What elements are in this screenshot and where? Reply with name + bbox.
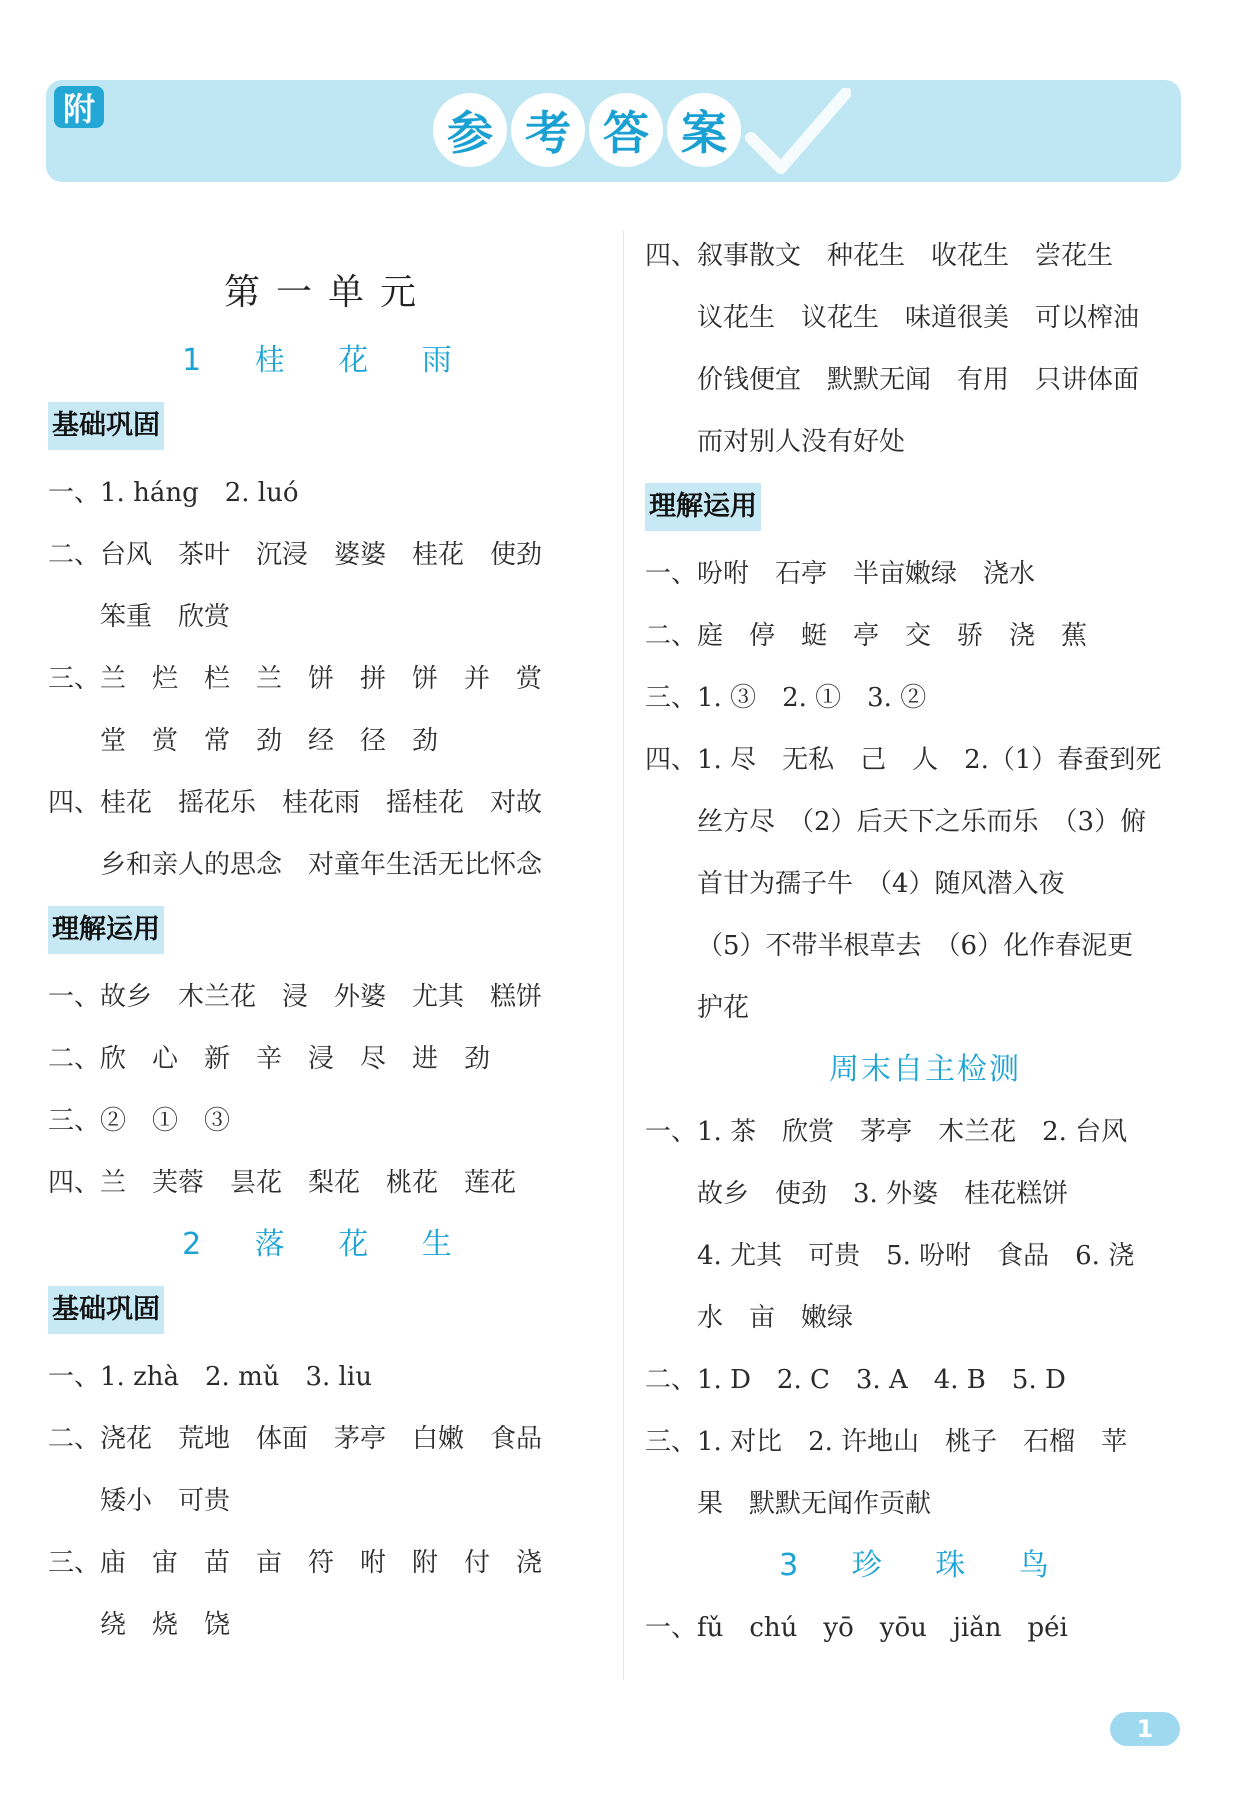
answer-line: 三、兰 烂 栏 兰 饼 拼 饼 并 赏 <box>48 664 543 694</box>
answer-line: 护花 <box>697 993 750 1023</box>
answer-line: 堂 赏 常 劲 经 径 劲 <box>100 726 439 756</box>
checkmark-icon <box>741 88 851 178</box>
unit-title: 第一单元 <box>223 272 432 313</box>
title-char-2: 考 <box>514 96 582 164</box>
answer-line: 价钱便宜 默默无闻 有用 只讲体面 <box>697 365 1140 395</box>
left-column <box>48 255 608 1656</box>
answer-line: 四、叙事散文 种花生 收花生 尝花生 <box>645 241 1114 271</box>
column-divider <box>623 230 624 1680</box>
answer-line: 一、吩咐 石亭 半亩嫩绿 浇水 <box>645 559 1036 589</box>
answer-line: 四、兰 芙蓉 昙花 梨花 桃花 莲花 <box>48 1168 517 1198</box>
answer-line: 一、1. 茶 欣赏 茅亭 木兰花 2. 台风 <box>645 1117 1128 1147</box>
answer-line: 一、fǔ chú yō yōu jiǎn péi <box>645 1613 1068 1643</box>
answer-line: 水 亩 嫩绿 <box>697 1303 854 1333</box>
answer-line: 笨重 欣赏 <box>100 602 231 632</box>
answer-line: 4. 尤其 可贵 5. 吩咐 食品 6. 浇 <box>697 1241 1135 1271</box>
appendix-tag: 附 <box>54 86 104 128</box>
answer-line: 一、1. zhà 2. mǔ 3. liu <box>48 1362 372 1392</box>
answer-line: 三、庙 宙 苗 亩 符 咐 附 付 浇 <box>48 1548 543 1578</box>
answer-line: 一、1. háng 2. luó <box>48 478 299 508</box>
right-column <box>645 241 1205 1659</box>
answer-line: 故乡 使劲 3. 外婆 桂花糕饼 <box>697 1179 1069 1209</box>
title-char-1: 参 <box>436 96 504 164</box>
answer-header-banner <box>46 80 1181 182</box>
answer-line: 四、桂花 摇花乐 桂花雨 摇桂花 对故 <box>48 788 543 818</box>
section-heading: 基础巩固 <box>48 1286 164 1334</box>
lesson-title-3: 3 珍 珠 鸟 <box>779 1548 1071 1583</box>
answer-line: 一、故乡 木兰花 浸 外婆 尤其 糕饼 <box>48 982 543 1012</box>
answer-line: 矮小 可贵 <box>100 1486 231 1516</box>
answer-line: 首甘为孺子牛 （4）随风潜入夜 <box>697 869 1065 899</box>
answer-line: 二、庭 停 蜓 亭 交 骄 浇 蕉 <box>645 621 1088 651</box>
answer-line: 四、1. 尽 无私 己 人 2.（1）春蚕到死 <box>645 745 1162 775</box>
title-char-3: 答 <box>592 96 660 164</box>
answer-line: 乡和亲人的思念 对童年生活无比怀念 <box>100 850 543 880</box>
page-number: 1 <box>1110 1712 1180 1746</box>
answer-line: 果 默默无闻作贡献 <box>697 1489 932 1519</box>
answer-line: 三、② ① ③ <box>48 1106 231 1136</box>
answer-line: 丝方尽 （2）后天下之乐而乐 （3）俯 <box>697 807 1147 837</box>
section-heading: 基础巩固 <box>48 402 164 450</box>
lesson-title-2: 2 落 花 生 <box>182 1227 474 1262</box>
answer-line: 三、1. ③ 2. ① 3. ② <box>645 683 927 713</box>
answer-line: 三、1. 对比 2. 许地山 桃子 石榴 苹 <box>645 1427 1128 1457</box>
section-heading: 理解运用 <box>48 906 164 954</box>
answer-line: （5）不带半根草去 （6）化作春泥更 <box>697 931 1134 961</box>
answer-line: 二、欣 心 新 辛 浸 尽 进 劲 <box>48 1044 491 1074</box>
answer-line: 二、浇花 荒地 体面 茅亭 白嫩 食品 <box>48 1424 543 1454</box>
header-title <box>436 96 738 164</box>
answer-line: 二、1. D 2. C 3. A 4. B 5. D <box>645 1365 1066 1395</box>
answer-line: 而对别人没有好处 <box>697 427 906 457</box>
section-heading: 理解运用 <box>645 483 761 531</box>
weekend-test-title: 周末自主检测 <box>829 1052 1021 1087</box>
answer-line: 绕 烧 饶 <box>100 1610 231 1640</box>
lesson-title-1: 1 桂 花 雨 <box>182 343 474 378</box>
answer-line: 议花生 议花生 味道很美 可以榨油 <box>697 303 1140 333</box>
title-char-4: 案 <box>670 96 738 164</box>
answer-line: 二、台风 茶叶 沉浸 婆婆 桂花 使劲 <box>48 540 543 570</box>
